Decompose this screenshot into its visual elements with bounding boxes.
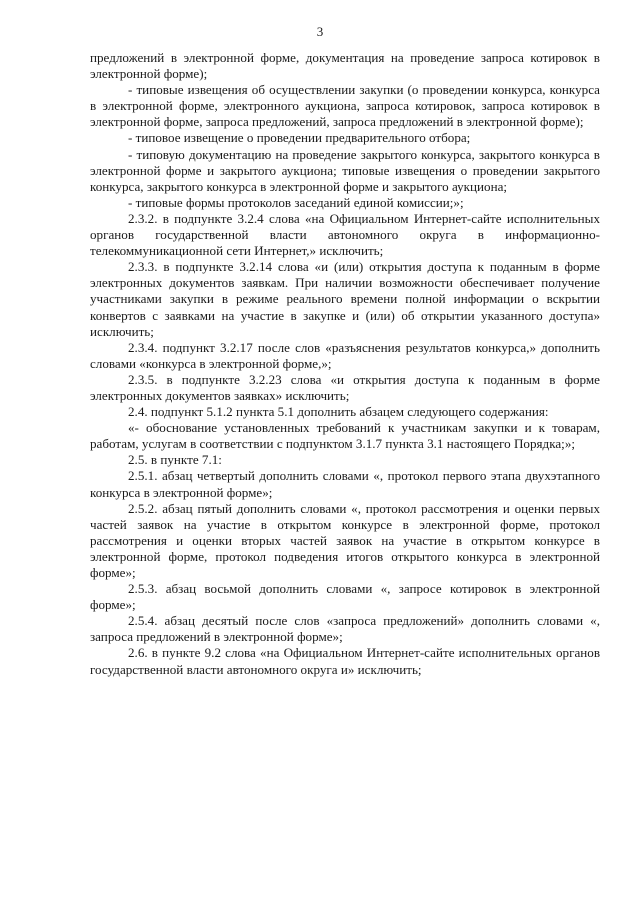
page-number: 3	[316, 24, 324, 39]
paragraph-closed-contest-docs: - типовую документацию на проведение закрытого конкурса, закрытого конкурса в электронной форме и закрытого аукциона; типовые извещения о проведении закрытого конкурса, закрытого конкурса в электронной форме и закрытого аукциона;	[90, 146, 600, 194]
paragraph-protocol-forms: - типовые формы протоколов заседаний единой комиссии;»;	[128, 194, 464, 210]
paragraph-2-3-4: 2.3.4. подпункт 3.2.17 после слов «разъяснения результатов конкурса,» дополнить словами «конкурса в электронной форме,»;	[90, 339, 600, 371]
paragraph-2-5-1: 2.5.1. абзац четвертый дополнить словами «, протокол первого этапа двухэтапного конкурса в электронной форме»;	[90, 468, 600, 500]
paragraph-2-5-2: 2.5.2. абзац пятый дополнить словами «, протокол рассмотрения и оценки первых частей заявок на участие в открытом конкурсе в электронной форме, протокол рассмотрения и оценки вторых частей заявок на участие в открытом конкурсе в электронной форме, протокол подведения итогов открытого конкурса в электронной форме»;	[90, 500, 600, 580]
paragraph-2-3-5: 2.3.5. в подпункте 3.2.23 слова «и открытия доступа к поданным в форме электронных документов заявках» исключить;	[90, 371, 600, 403]
paragraph-2-3-3: 2.3.3. в подпункте 3.2.14 слова «и (или) открытия доступа к поданным в форме электронных документов заявкам. При наличии возможности обеспечивает получение участниками закупки в режиме реального времени полной информации о вскрытии конвертов с заявками на участие в закупке и (или) об открытии указанного доступа» исключить;	[90, 259, 600, 339]
paragraph-preselection-notice: - типовое извещение о проведении предварительного отбора;	[128, 130, 471, 146]
paragraph-2-4-quote: «- обоснование установленных требований к участникам закупки и к товарам, работам, услугам в соответствии с подпунктом 3.1.7 пункта 3.1 настоящего Порядка;»;	[90, 420, 600, 452]
paragraph-2-5-3: 2.5.3. абзац восьмой дополнить словами «, запросе котировок в электронной форме»;	[90, 581, 600, 613]
document-body	[90, 50, 600, 678]
paragraph-2-6: 2.6. в пункте 9.2 слова «на Официальном Интернет-сайте исполнительных органов государственной власти автономного округа и» исключить;	[90, 645, 600, 677]
paragraph-2-4: 2.4. подпункт 5.1.2 пункта 5.1 дополнить абзацем следующего содержания:	[128, 404, 549, 420]
paragraph-2-5: 2.5. в пункте 7.1:	[128, 452, 222, 468]
paragraph-typical-notices: - типовые извещения об осуществлении закупки (о проведении конкурса, конкурса в электронной форме, электронного аукциона, запроса котировок, запроса котировок в электронной форме, запроса предложений, запроса предложений в электронной форме);	[90, 82, 600, 130]
paragraph-continuation: предложений в электронной форме, документация на проведение запроса котировок в электронной форме);	[90, 50, 600, 82]
paragraph-2-3-2: 2.3.2. в подпункте 3.2.4 слова «на Официальном Интернет-сайте исполнительных органов государственной власти автономного округа в информационно-телекоммуникационной сети Интернет,» исключить;	[90, 210, 600, 259]
paragraph-2-5-4: 2.5.4. абзац десятый после слов «запроса предложений» дополнить словами «, запроса предложений в электронной форме»;	[90, 613, 600, 645]
